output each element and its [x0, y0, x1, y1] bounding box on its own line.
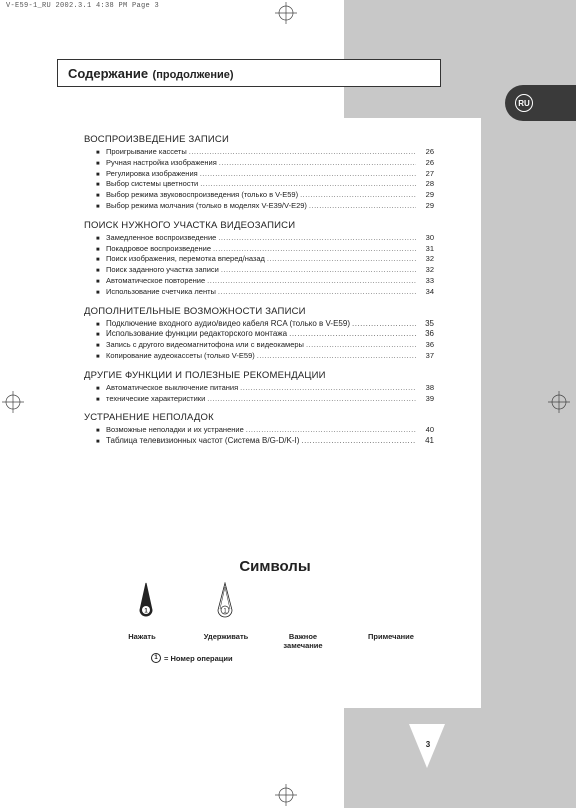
- toc-entry-page: 30: [425, 232, 434, 242]
- table-of-contents: [84, 134, 434, 447]
- bullet-icon: ■: [96, 193, 100, 200]
- bullet-icon: ■: [96, 332, 100, 339]
- toc-entry-page: 34: [425, 286, 434, 296]
- toc-entry-page: 31: [425, 243, 434, 253]
- toc-entry-label: Автоматическое повторение: [106, 275, 206, 285]
- hold-icon: [215, 582, 235, 622]
- dot-leader: [350, 319, 416, 330]
- toc-entry: [84, 436, 434, 447]
- operation-number-note: [151, 653, 233, 663]
- toc-entry-label: Выбор режима звуковоспроизведения (только в V-E59): [106, 190, 299, 200]
- dot-leader: [198, 169, 416, 180]
- toc-entry-label: Автоматическое выключение питания: [106, 382, 239, 392]
- toc-entry-label: Проигрывание кассеты: [106, 147, 187, 156]
- toc-entry-label: Выбор системы цветности: [106, 179, 199, 189]
- bullet-icon: ■: [96, 396, 100, 403]
- hold-icon-digit: 1: [223, 608, 227, 615]
- toc-entry-page: 26: [425, 147, 434, 156]
- toc-entry: [84, 254, 434, 265]
- toc-entry: [84, 287, 434, 298]
- toc-entry-page: 39: [425, 393, 434, 403]
- dot-leader: [255, 351, 416, 362]
- bullet-icon: ■: [96, 203, 100, 210]
- toc-entry-page: 37: [425, 350, 434, 360]
- toc-entry-label: Покадровое воспроизведение: [106, 243, 212, 253]
- toc-entry-page: 33: [425, 275, 434, 285]
- note-label: Примечание: [368, 632, 414, 641]
- toc-entry-label: Выбор режима молчания (только в моделях V-E39/V-E29): [106, 200, 307, 210]
- section-heading: ДРУГИЕ ФУНКЦИИ И ПОЛЕЗНЫЕ РЕКОМЕНДАЦИИ: [84, 369, 326, 381]
- bullet-icon: ■: [96, 385, 100, 392]
- toc-entry: [84, 351, 434, 362]
- print-header: V-E59-1_RU 2002.3.1 4:38 PM Page 3: [6, 2, 160, 10]
- bullet-icon: ■: [96, 439, 100, 446]
- toc-entry-page: 27: [425, 168, 434, 178]
- dot-leader: [287, 329, 416, 340]
- dot-leader: [205, 394, 416, 405]
- bullet-icon: ■: [96, 289, 100, 296]
- toc-entry-page: 32: [425, 265, 434, 275]
- dot-leader: [198, 179, 416, 190]
- dot-leader: [238, 383, 416, 394]
- dot-leader: [187, 147, 416, 158]
- section-heading: ВОСПРОИЗВЕДЕНИЕ ЗАПИСИ: [84, 134, 230, 145]
- registration-mark-left: [2, 391, 24, 413]
- bullet-icon: ■: [96, 268, 100, 275]
- dot-leader: [219, 265, 416, 276]
- dot-leader: [217, 158, 416, 169]
- bullet-icon: ■: [96, 321, 100, 328]
- toc-entry-label: Замедленное воспроизведение: [106, 232, 217, 242]
- toc-entry: [84, 319, 434, 330]
- toc-entry: [84, 158, 434, 169]
- toc-entry: [84, 147, 434, 158]
- language-badge: RU: [515, 94, 533, 112]
- toc-entry: [84, 425, 434, 436]
- bullet-icon: ■: [96, 182, 100, 189]
- bullet-icon: ■: [96, 160, 100, 167]
- bullet-icon: ■: [96, 428, 100, 435]
- bullet-icon: ■: [96, 235, 100, 242]
- registration-mark-bottom: [275, 784, 297, 806]
- toc-entry: [84, 244, 434, 255]
- toc-entry-label: Возможные неполадки и их устранение: [106, 425, 244, 435]
- section-heading: ДОПОЛНИТЕЛЬНЫЕ ВОЗМОЖНОСТИ ЗАПИСИ: [84, 305, 306, 317]
- toc-entry: [84, 233, 434, 244]
- toc-entry-label: Использование счетчика ленты: [106, 286, 216, 296]
- toc-entry: [84, 276, 434, 287]
- toc-entry-page: 26: [425, 157, 434, 167]
- dot-leader: [216, 287, 416, 298]
- toc-entry: [84, 190, 434, 201]
- dot-leader: [265, 254, 416, 265]
- registration-mark-right: [548, 391, 570, 413]
- page-title-suffix: (продолжение): [152, 69, 234, 81]
- toc-entry-page: 32: [425, 254, 434, 264]
- press-icon: [138, 582, 154, 622]
- toc-entry-label: Копирование аудеокассеты (только V-E59): [106, 350, 255, 360]
- gray-band-bottom: [344, 708, 576, 808]
- toc-entry-label: Ручная настройка изображения: [106, 157, 217, 167]
- toc-entry-label: Регулировка изображения: [106, 168, 198, 178]
- bullet-icon: ■: [96, 171, 100, 178]
- dot-leader: [205, 276, 416, 287]
- toc-entry: [84, 329, 434, 340]
- press-label: Нажать: [128, 632, 156, 641]
- operation-number-text: = Номер операции: [164, 653, 233, 663]
- bullet-icon: ■: [96, 150, 100, 156]
- toc-entry-page: 35: [425, 318, 434, 328]
- toc-entry: [84, 179, 434, 190]
- toc-entry-page: 28: [425, 179, 434, 189]
- toc-entry: [84, 169, 434, 180]
- toc-entry: [84, 383, 434, 394]
- toc-entry-label: Поиск изображения, перемотка вперед/назад: [106, 254, 265, 264]
- gray-band-right: [481, 118, 576, 708]
- bullet-icon: ■: [96, 257, 100, 264]
- toc-entry-page: 41: [425, 436, 434, 446]
- dot-leader: [244, 425, 416, 436]
- bullet-icon: ■: [96, 353, 100, 360]
- toc-entry: [84, 265, 434, 276]
- toc-entry-label: технические характеристики: [106, 393, 206, 403]
- hold-label: Удерживать: [203, 632, 249, 641]
- page-number: 3: [425, 740, 431, 749]
- dot-leader: [211, 244, 416, 255]
- toc-entry-page: 29: [425, 200, 434, 210]
- dot-leader: [307, 201, 416, 212]
- press-icon-digit: 1: [144, 608, 148, 615]
- dot-leader: [298, 190, 416, 201]
- toc-entry-page: 40: [425, 425, 434, 435]
- section-heading: ПОИСК НУЖНОГО УЧАСТКА ВИДЕОЗАПИСИ: [84, 219, 296, 231]
- page-title: Содержание: [68, 66, 149, 81]
- registration-mark-top: [275, 2, 297, 24]
- bullet-icon: ■: [96, 246, 100, 253]
- bullet-icon: ■: [96, 343, 100, 350]
- toc-entry-label: Использование функции редакторского монтажа: [106, 329, 288, 339]
- section-heading: УСТРАНЕНИЕ НЕПОЛАДОК: [84, 412, 214, 424]
- toc-entry-label: Таблица телевизионных частот (Система B/G-D/K-I): [106, 436, 300, 446]
- symbols-title: Символы: [239, 558, 311, 575]
- dot-leader: [299, 436, 416, 447]
- toc-entry-label: Запись с другого видеомагнитофона или с видеокамеры: [106, 340, 304, 350]
- important-label: Важное замечание: [283, 632, 323, 650]
- bullet-icon: ■: [96, 278, 100, 285]
- toc-entry: [84, 394, 434, 405]
- toc-entry-page: 38: [425, 382, 434, 392]
- page-title-box: [57, 59, 441, 87]
- dot-leader: [216, 233, 416, 244]
- toc-entry-page: 36: [425, 329, 434, 339]
- circled-one-icon: 1: [151, 653, 161, 663]
- toc-entry: [84, 340, 434, 351]
- dot-leader: [304, 340, 416, 351]
- toc-entry-page: 29: [425, 190, 434, 200]
- toc-entry: [84, 201, 434, 212]
- toc-entry-page: 36: [425, 340, 434, 350]
- toc-entry-label: Поиск заданного участка записи: [106, 265, 219, 275]
- toc-entry-label: Подключение входного аудио/видео кабеля RCA (только в V-E59): [106, 318, 350, 328]
